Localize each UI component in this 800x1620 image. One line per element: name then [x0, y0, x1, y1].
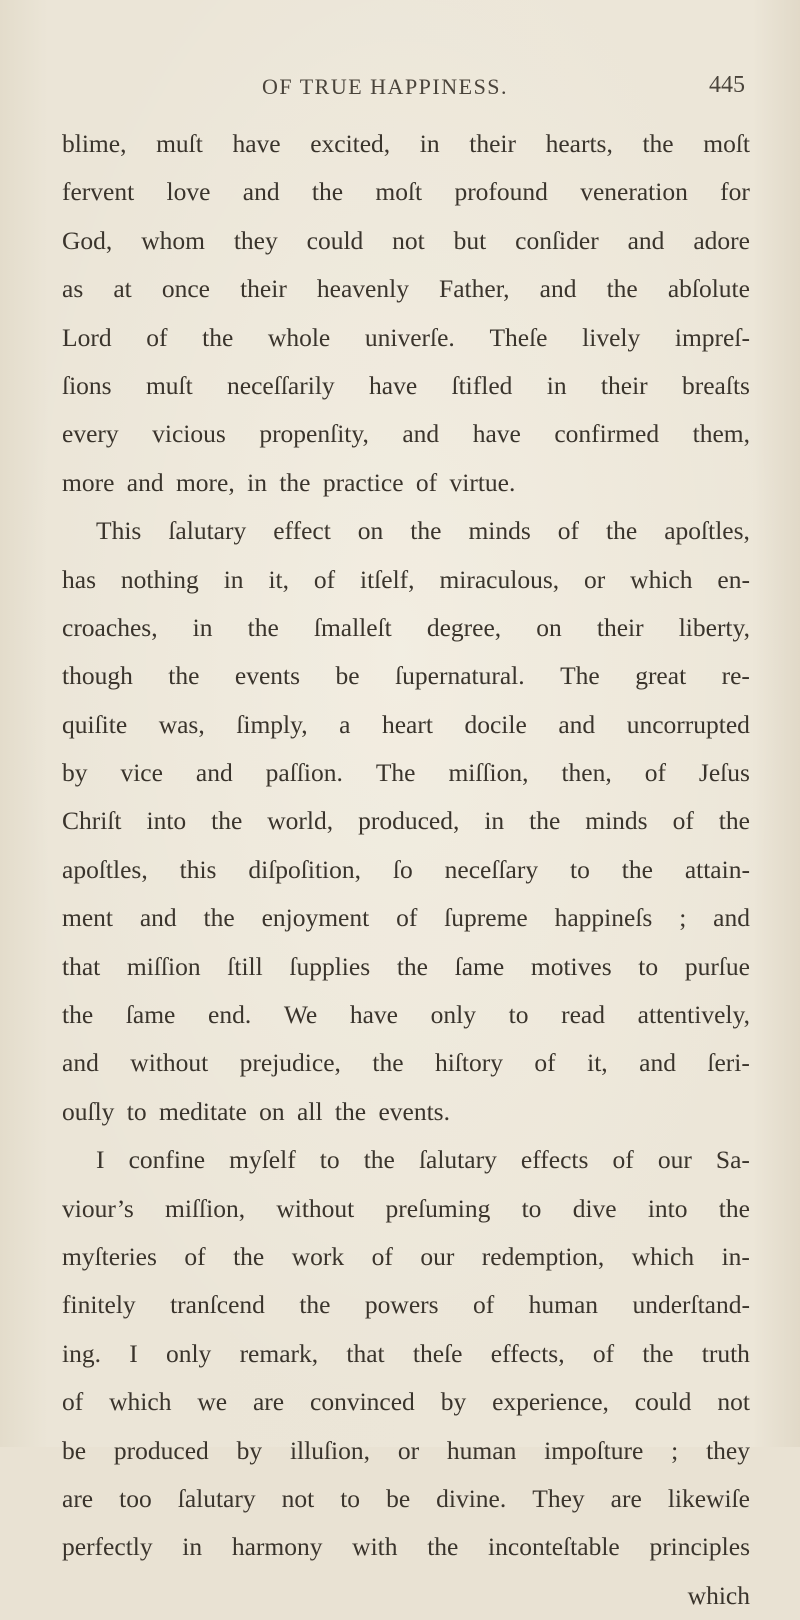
catchword: which: [687, 1580, 750, 1610]
text-line: by vice and paſſion. The miſſion, then, of Jeſus: [62, 758, 750, 788]
text-line: finitely tranſcend the powers of human underſtand-: [62, 1290, 750, 1320]
text-line: ing. I only remark, that theſe effects, of the truth: [62, 1338, 750, 1368]
text-line: perfectly in harmony with the inconteſtable principles: [62, 1532, 750, 1562]
text-line: has nothing in it, of itſelf, miraculous, or which en-: [62, 564, 750, 594]
text-line: God, whom they could not but conſider and adore: [62, 225, 750, 255]
text-line: that miſſion ſtill ſupplies the ſame motives to purſue: [62, 951, 750, 981]
text-line: ſions muſt neceſſarily have ſtifled in their breaſts: [62, 370, 750, 400]
text-line: ouſly to meditate on all the events.: [62, 1096, 450, 1126]
text-line: the ſame end. We have only to read attentively,: [62, 1000, 750, 1030]
text-line: apoſtles, this diſpoſition, ſo neceſſary to the attain-: [62, 854, 750, 884]
text-line: more and more, in the practice of virtue.: [62, 467, 516, 497]
running-head: OF TRUE HAPPINESS.: [262, 74, 509, 99]
text-line: This ſalutary effect on the minds of the apoſtles,: [96, 516, 750, 546]
text-line: Lord of the whole univerſe. Theſe lively impreſ-: [62, 322, 750, 352]
text-line: quiſite was, ſimply, a heart docile and uncorrupted: [62, 709, 750, 739]
text-line: of which we are convinced by experience, could not: [62, 1387, 750, 1417]
text-line: ment and the enjoyment of ſupreme happineſs ; and: [62, 903, 750, 933]
text-line: are too ſalutary not to be divine. They are likewiſe: [62, 1483, 750, 1513]
page-number: 445: [709, 72, 745, 98]
body-text: [62, 120, 750, 1620]
text-line: croaches, in the ſmalleſt degree, on their liberty,: [62, 612, 750, 642]
text-line: though the events be ſupernatural. The great re-: [62, 661, 750, 691]
text-line: and without prejudice, the hiſtory of it, and ſeri-: [62, 1048, 750, 1078]
text-line: viour’s miſſion, without preſuming to dive into the: [62, 1193, 750, 1223]
text-line: be produced by illuſion, or human impoſture ; they: [62, 1435, 750, 1465]
text-line: every vicious propenſity, and have confirmed them,: [62, 419, 750, 449]
text-line: fervent love and the moſt profound veneration for: [62, 177, 750, 207]
text-line: Chriſt into the world, produced, in the minds of the: [62, 806, 750, 836]
text-line: blime, muſt have excited, in their hearts, the moſt: [62, 129, 750, 158]
text-line: myſteries of the work of our redemption, which in-: [62, 1241, 750, 1271]
text-line: as at once their heavenly Father, and the abſolute: [62, 274, 750, 304]
text-line: I confine myſelf to the ſalutary effects of our Sa-: [96, 1145, 750, 1175]
